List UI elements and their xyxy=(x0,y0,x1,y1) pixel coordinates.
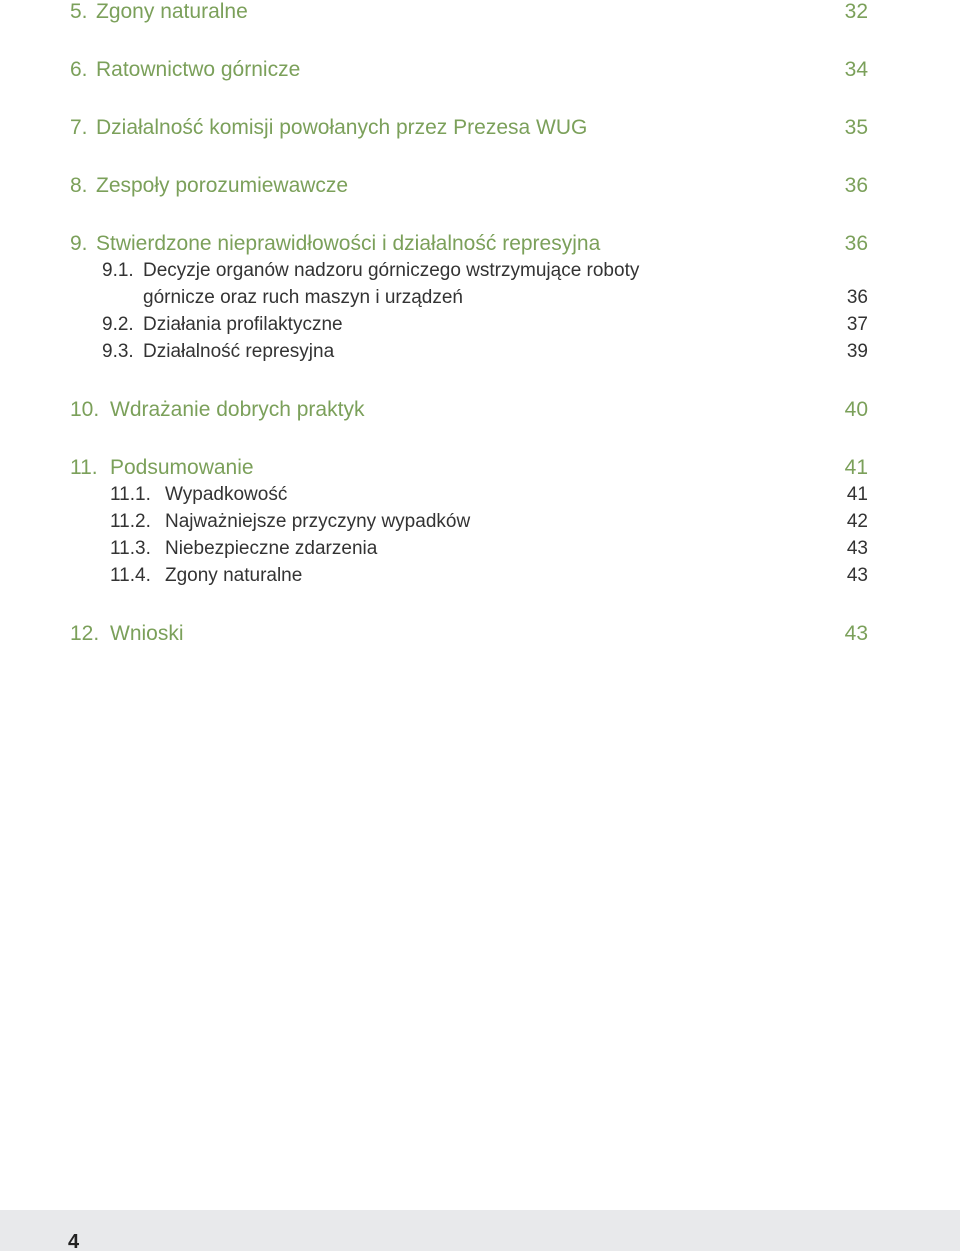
toc-entry-9-2[interactable] xyxy=(0,314,960,336)
toc-entry-number: 11.1. xyxy=(110,484,151,505)
toc-entry-7[interactable] xyxy=(0,116,960,140)
toc-entry-number: 5. xyxy=(70,0,88,23)
toc-entry-12[interactable] xyxy=(0,622,960,646)
toc-entry-title: Decyzje organów nadzoru górniczego wstrzymujące roboty xyxy=(143,260,640,281)
toc-entry-title: Wdrażanie dobrych praktyk xyxy=(110,398,365,421)
toc-entry-number: 9. xyxy=(70,232,88,255)
toc-entry-number: 8. xyxy=(70,174,88,197)
toc-entry-page: 41 xyxy=(846,484,868,505)
toc-entry-title: Działania profilaktyczne xyxy=(143,314,343,335)
toc-entry-9-1-continued[interactable] xyxy=(0,287,960,309)
toc-entry-title: Wnioski xyxy=(110,622,184,645)
toc-entry-number: 9.3. xyxy=(102,341,134,362)
footer-band xyxy=(0,1210,960,1251)
toc-entry-page: 43 xyxy=(844,622,868,645)
toc-entry-page: 37 xyxy=(846,314,868,335)
toc-entry-5[interactable] xyxy=(0,0,960,24)
toc-entry-9-1[interactable] xyxy=(0,260,960,282)
toc-entry-6[interactable] xyxy=(0,58,960,82)
toc-entry-title: Zgony naturalne xyxy=(165,565,303,586)
toc-entry-8[interactable] xyxy=(0,174,960,198)
toc-entry-number: 9.1. xyxy=(102,260,134,281)
toc-entry-page: 42 xyxy=(846,511,868,532)
toc-entry-number: 11.2. xyxy=(110,511,151,532)
page-number: 4 xyxy=(68,1231,80,1253)
toc-entry-title: Niebezpieczne zdarzenia xyxy=(165,538,378,559)
toc-entry-11[interactable] xyxy=(0,456,960,480)
toc-entry-10[interactable] xyxy=(0,398,960,422)
toc-entry-9[interactable] xyxy=(0,232,960,256)
toc-entry-page: 36 xyxy=(846,287,868,308)
toc-entry-title-continued: górnicze oraz ruch maszyn i urządzeń xyxy=(143,287,463,308)
toc-entry-title: Stwierdzone nieprawidłowości i działalność represyjna xyxy=(96,232,601,255)
toc-entry-title: Działalność komisji powołanych przez Prezesa WUG xyxy=(96,116,588,139)
toc-entry-page: 39 xyxy=(846,341,868,362)
toc-entry-title: Najważniejsze przyczyny wypadków xyxy=(165,511,471,532)
toc-entry-11-4[interactable] xyxy=(0,565,960,587)
toc-entry-number: 6. xyxy=(70,58,88,81)
toc-entry-title: Wypadkowość xyxy=(165,484,288,505)
toc-entry-page: 41 xyxy=(844,456,868,479)
toc-entry-title: Działalność represyjna xyxy=(143,341,335,362)
toc-entry-title: Zespoły porozumiewawcze xyxy=(96,174,349,197)
toc-entry-number: 7. xyxy=(70,116,88,139)
toc-entry-page: 35 xyxy=(844,116,868,139)
toc-entry-page: 36 xyxy=(844,232,868,255)
toc-entry-page: 43 xyxy=(846,565,868,586)
toc-entry-number: 12. xyxy=(70,622,100,645)
toc-entry-number: 11.3. xyxy=(110,538,151,559)
toc-entry-number: 10. xyxy=(70,398,100,421)
toc-entry-11-1[interactable] xyxy=(0,484,960,506)
toc-entry-number: 9.2. xyxy=(102,314,134,335)
toc-entry-title: Ratownictwo górnicze xyxy=(96,58,301,81)
toc-entry-number: 11. xyxy=(70,456,98,479)
toc-entry-title: Podsumowanie xyxy=(110,456,254,479)
toc-entry-9-3[interactable] xyxy=(0,341,960,363)
toc-entry-page: 43 xyxy=(846,538,868,559)
toc-entry-page: 34 xyxy=(844,58,868,81)
toc-entry-page: 32 xyxy=(844,0,868,23)
toc-entry-page: 40 xyxy=(844,398,868,421)
toc-entry-page: 36 xyxy=(844,174,868,197)
toc-entry-title: Zgony naturalne xyxy=(96,0,248,23)
toc-entry-11-3[interactable] xyxy=(0,538,960,560)
toc-entry-11-2[interactable] xyxy=(0,511,960,533)
toc-entry-number: 11.4. xyxy=(110,565,151,586)
